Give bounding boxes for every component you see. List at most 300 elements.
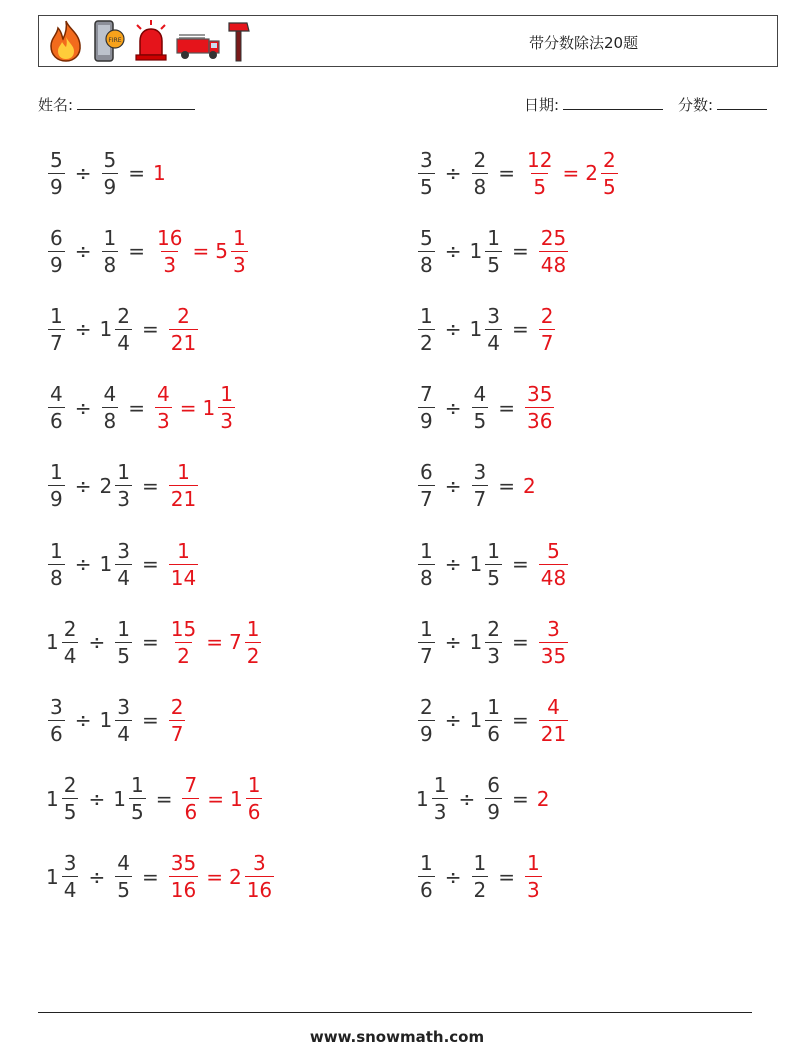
fraction xyxy=(539,225,568,277)
answer xyxy=(153,225,186,277)
mixed-number xyxy=(215,225,249,277)
fraction xyxy=(48,382,65,434)
divide-sign: ÷ xyxy=(444,239,462,264)
problem-item xyxy=(416,845,544,909)
numerator: 2 xyxy=(420,694,433,719)
mixed-number xyxy=(113,616,134,668)
fraction xyxy=(155,382,172,434)
answer xyxy=(167,538,200,590)
problem-item xyxy=(46,767,264,831)
mixed-number xyxy=(470,147,491,199)
mixed-number xyxy=(416,225,437,277)
divide-sign: ÷ xyxy=(74,395,92,420)
problem-item xyxy=(416,454,536,518)
denominator: 4 xyxy=(63,878,77,903)
mixed-number xyxy=(523,147,556,199)
name-field xyxy=(38,94,195,115)
denominator: 6 xyxy=(247,800,261,825)
denominator: 35 xyxy=(540,643,567,668)
score-blank[interactable] xyxy=(717,95,767,110)
mixed-number xyxy=(416,303,437,355)
numerator: 1 xyxy=(527,851,540,876)
mixed-number xyxy=(228,851,276,903)
fraction xyxy=(218,382,235,434)
equals-sign: = xyxy=(511,708,529,733)
answer xyxy=(167,460,200,512)
equals-sign: = xyxy=(498,161,515,185)
denominator: 4 xyxy=(117,721,130,746)
mixed-number xyxy=(99,694,134,746)
mixed-number xyxy=(416,147,437,199)
denominator: 16 xyxy=(246,878,273,903)
denominator: 7 xyxy=(50,330,63,355)
mixed-number xyxy=(537,225,570,277)
fraction xyxy=(485,616,502,668)
denominator: 5 xyxy=(130,800,144,825)
numerator: 3 xyxy=(117,538,130,563)
fraction xyxy=(48,694,65,746)
numerator: 16 xyxy=(157,225,183,250)
denominator: 4 xyxy=(487,330,500,355)
denominator: 8 xyxy=(420,565,433,590)
mixed-number xyxy=(113,851,134,903)
fraction xyxy=(539,616,568,668)
mixed-number xyxy=(46,773,80,825)
equals-sign: = xyxy=(128,161,145,185)
denominator: 3 xyxy=(527,878,540,903)
answer xyxy=(537,225,570,277)
answer xyxy=(537,787,550,811)
fraction xyxy=(245,616,262,668)
mixed-number xyxy=(470,851,491,903)
denominator: 2 xyxy=(420,330,433,355)
denominator: 2 xyxy=(473,878,487,903)
fire-truck-icon xyxy=(175,19,221,63)
name-label: 姓名: xyxy=(38,96,74,114)
siren-icon xyxy=(131,19,171,63)
score-label: 分数: xyxy=(678,96,714,114)
denominator: 5 xyxy=(602,174,616,199)
denominator: 9 xyxy=(487,800,500,825)
fraction xyxy=(62,773,79,825)
fraction xyxy=(115,694,132,746)
date-label: 日期: xyxy=(524,96,560,114)
answer xyxy=(229,773,264,825)
mixed-number xyxy=(46,616,80,668)
mixed-number xyxy=(46,694,67,746)
name-blank[interactable] xyxy=(77,95,195,110)
numerator: 2 xyxy=(473,147,487,172)
fraction xyxy=(102,382,119,434)
answer-equals-sign: = xyxy=(207,786,224,811)
page-title: 带分数除法20题 xyxy=(529,34,639,52)
mixed-number xyxy=(537,303,558,355)
numerator: 1 xyxy=(50,460,63,485)
divide-sign: ÷ xyxy=(88,864,106,889)
problem-item xyxy=(46,297,200,361)
numerator: 2 xyxy=(602,147,616,172)
fraction xyxy=(102,225,119,277)
fraction xyxy=(155,225,184,277)
denominator: 3 xyxy=(487,643,500,668)
denominator: 5 xyxy=(420,174,433,199)
header-icons xyxy=(45,18,253,64)
mixed-number xyxy=(167,303,200,355)
whole-part: 1 xyxy=(202,395,216,420)
answer xyxy=(167,303,200,355)
denominator: 21 xyxy=(170,330,197,355)
equals-sign: = xyxy=(498,473,515,498)
problem-item xyxy=(46,688,187,752)
fraction xyxy=(485,694,502,746)
denominator: 3 xyxy=(220,409,233,434)
answer xyxy=(537,303,558,355)
answer-equals-sign: = xyxy=(179,395,197,420)
whole-part: 1 xyxy=(469,630,483,655)
numerator: 3 xyxy=(487,303,500,328)
fraction xyxy=(115,616,132,668)
equals-sign: = xyxy=(141,864,159,889)
divide-sign: ÷ xyxy=(74,708,92,733)
fraction xyxy=(472,851,489,903)
mixed-number xyxy=(469,225,504,277)
denominator: 2 xyxy=(246,643,260,668)
numerator: 4 xyxy=(117,851,130,876)
answer xyxy=(215,225,249,277)
flame-icon xyxy=(45,19,87,63)
mixed-number xyxy=(99,303,134,355)
numerator: 2 xyxy=(63,773,77,798)
fraction xyxy=(418,694,435,746)
fraction xyxy=(246,773,263,825)
divide-sign: ÷ xyxy=(458,786,476,811)
fraction xyxy=(48,460,65,512)
fraction xyxy=(418,851,435,903)
numerator: 1 xyxy=(487,225,500,250)
fraction xyxy=(231,225,248,277)
mixed-number xyxy=(416,851,437,903)
mixed-number xyxy=(100,225,121,277)
mixed-number xyxy=(537,616,570,668)
denominator: 9 xyxy=(420,409,433,434)
fraction xyxy=(169,616,198,668)
mixed-number xyxy=(167,694,188,746)
denominator: 3 xyxy=(433,800,447,825)
denominator: 4 xyxy=(63,643,77,668)
answer xyxy=(167,616,200,668)
integer-value: 2 xyxy=(523,473,536,498)
answer xyxy=(537,538,570,590)
numerator: 4 xyxy=(157,382,170,407)
denominator: 21 xyxy=(540,721,567,746)
denominator: 3 xyxy=(117,487,130,512)
denominator: 8 xyxy=(103,409,117,434)
answer xyxy=(523,851,544,903)
mixed-number xyxy=(46,147,67,199)
equals-sign: = xyxy=(141,630,159,655)
mixed-number xyxy=(469,694,504,746)
equals-sign: = xyxy=(155,786,173,811)
numerator: 1 xyxy=(247,773,261,798)
fraction xyxy=(418,538,435,590)
fraction xyxy=(129,773,146,825)
divide-sign: ÷ xyxy=(444,708,462,733)
fraction xyxy=(62,616,79,668)
mixed-number xyxy=(153,225,186,277)
numerator: 1 xyxy=(177,538,190,563)
fraction xyxy=(245,851,274,903)
denominator: 48 xyxy=(540,565,567,590)
denominator: 4 xyxy=(117,565,130,590)
equals-sign: = xyxy=(511,239,529,264)
fraction xyxy=(169,460,198,512)
numerator: 6 xyxy=(50,225,63,250)
problem-item xyxy=(46,376,237,440)
fraction xyxy=(418,382,435,434)
whole-part: 1 xyxy=(469,317,483,342)
problem-item xyxy=(416,219,570,283)
mixed-number xyxy=(46,538,67,590)
divide-sign: ÷ xyxy=(74,239,92,264)
denominator: 5 xyxy=(63,800,77,825)
fraction xyxy=(418,147,435,199)
numerator: 1 xyxy=(103,225,117,250)
numerator: 2 xyxy=(540,303,554,328)
denominator: 6 xyxy=(487,721,500,746)
fraction xyxy=(472,147,489,199)
denominator: 5 xyxy=(117,643,130,668)
denominator: 8 xyxy=(103,252,117,277)
numerator: 2 xyxy=(177,303,190,328)
denominator: 5 xyxy=(117,878,130,903)
numerator: 1 xyxy=(50,303,63,328)
mixed-number xyxy=(46,303,67,355)
fraction xyxy=(48,225,65,277)
numerator: 3 xyxy=(547,616,560,641)
denominator: 3 xyxy=(163,252,177,277)
denominator: 6 xyxy=(184,800,198,825)
denominator: 5 xyxy=(487,565,500,590)
fraction xyxy=(472,460,489,512)
header-box xyxy=(38,15,778,67)
whole-part: 2 xyxy=(99,473,113,498)
numerator: 1 xyxy=(487,538,500,563)
score-field xyxy=(678,94,767,115)
numerator: 12 xyxy=(527,147,553,172)
numerator: 2 xyxy=(487,616,500,641)
fraction xyxy=(485,225,502,277)
denominator: 9 xyxy=(50,174,63,199)
numerator: 1 xyxy=(420,616,433,641)
divide-sign: ÷ xyxy=(74,317,92,342)
fraction xyxy=(432,773,449,825)
answer xyxy=(228,616,263,668)
denominator: 7 xyxy=(473,487,487,512)
divide-sign: ÷ xyxy=(88,630,106,655)
mixed-number xyxy=(46,382,67,434)
fraction xyxy=(169,694,186,746)
integer-value: 1 xyxy=(153,161,166,185)
mixed-number xyxy=(167,616,200,668)
fraction xyxy=(48,147,65,199)
answer xyxy=(523,474,536,498)
fraction xyxy=(485,303,502,355)
answer xyxy=(153,382,174,434)
fraction xyxy=(418,460,435,512)
mixed-number xyxy=(483,773,504,825)
mixed-number xyxy=(416,460,437,512)
date-field xyxy=(524,94,663,115)
problem-item xyxy=(416,376,556,440)
equals-sign: = xyxy=(141,473,159,498)
whole-part: 1 xyxy=(46,786,59,811)
whole-part: 1 xyxy=(99,317,113,342)
equals-sign: = xyxy=(511,630,529,655)
fraction xyxy=(169,303,198,355)
fraction xyxy=(115,460,132,512)
answer xyxy=(523,382,556,434)
numerator: 1 xyxy=(433,773,447,798)
fraction xyxy=(485,538,502,590)
whole-part: 1 xyxy=(469,708,483,733)
mixed-number xyxy=(416,382,437,434)
footer-divider xyxy=(38,1012,752,1013)
denominator: 5 xyxy=(487,252,500,277)
answer xyxy=(153,161,166,185)
numerator: 1 xyxy=(420,538,433,563)
whole-part: 1 xyxy=(416,786,429,811)
mixed-number xyxy=(537,694,570,746)
numerator: 1 xyxy=(50,538,63,563)
problem-item xyxy=(416,297,557,361)
fraction xyxy=(601,147,618,199)
numerator: 1 xyxy=(117,616,130,641)
divide-sign: ÷ xyxy=(444,473,462,498)
fraction xyxy=(102,147,119,199)
numerator: 2 xyxy=(170,694,184,719)
answer-equals-sign: = xyxy=(562,161,580,185)
whole-part: 1 xyxy=(229,786,243,811)
numerator: 4 xyxy=(103,382,117,407)
fraction xyxy=(525,382,554,434)
mixed-number xyxy=(585,147,619,199)
fraction xyxy=(62,851,79,903)
mixed-number xyxy=(228,616,263,668)
denominator: 8 xyxy=(473,174,487,199)
numerator: 3 xyxy=(473,460,487,485)
answer xyxy=(585,147,619,199)
equals-sign: = xyxy=(141,552,159,576)
equals-sign: = xyxy=(141,708,159,733)
numerator: 3 xyxy=(420,147,433,172)
fraction xyxy=(525,147,554,199)
denominator: 6 xyxy=(420,878,433,903)
mixed-number xyxy=(167,851,200,903)
numerator: 1 xyxy=(420,851,433,876)
answer xyxy=(167,851,200,903)
problem-item xyxy=(46,845,276,909)
mixed-number xyxy=(180,773,201,825)
mixed-number xyxy=(202,382,237,434)
whole-part: 1 xyxy=(469,552,483,576)
mixed-number xyxy=(469,303,504,355)
mixed-number xyxy=(523,382,556,434)
problem-item xyxy=(416,141,620,205)
numerator: 4 xyxy=(473,382,487,407)
whole-part: 2 xyxy=(228,864,242,889)
numerator: 4 xyxy=(50,382,63,407)
divide-sign: ÷ xyxy=(444,317,462,342)
mixed-number xyxy=(100,382,121,434)
denominator: 36 xyxy=(527,409,553,434)
date-blank[interactable] xyxy=(563,95,663,110)
fraction xyxy=(485,773,502,825)
whole-part: 2 xyxy=(585,161,598,185)
numerator: 1 xyxy=(232,225,246,250)
denominator: 7 xyxy=(540,330,554,355)
denominator: 21 xyxy=(170,487,197,512)
denominator: 14 xyxy=(170,565,197,590)
whole-part: 1 xyxy=(46,864,59,889)
fraction xyxy=(539,303,556,355)
whole-part: 1 xyxy=(113,786,126,811)
equals-sign: = xyxy=(128,239,145,264)
numerator: 3 xyxy=(253,851,266,876)
fraction xyxy=(48,303,65,355)
equals-sign: = xyxy=(498,395,515,420)
numerator: 3 xyxy=(50,694,63,719)
problem-item xyxy=(46,610,263,674)
equals-sign: = xyxy=(141,317,159,342)
divide-sign: ÷ xyxy=(444,864,462,889)
denominator: 6 xyxy=(50,409,63,434)
fraction xyxy=(539,538,568,590)
divide-sign: ÷ xyxy=(74,552,92,576)
problem-item xyxy=(46,141,166,205)
numerator: 7 xyxy=(184,773,198,798)
denominator: 9 xyxy=(103,174,117,199)
numerator: 5 xyxy=(547,538,560,563)
divide-sign: ÷ xyxy=(74,161,92,185)
denominator: 16 xyxy=(170,878,197,903)
mixed-number xyxy=(167,538,200,590)
whole-part: 5 xyxy=(215,239,228,264)
numerator: 1 xyxy=(246,616,260,641)
equals-sign: = xyxy=(128,395,145,420)
denominator: 9 xyxy=(420,721,433,746)
equals-sign: = xyxy=(511,786,529,811)
fraction xyxy=(115,538,132,590)
answer xyxy=(523,147,556,199)
fraction xyxy=(115,851,132,903)
denominator: 8 xyxy=(50,565,63,590)
numerator: 1 xyxy=(130,773,144,798)
problem-item xyxy=(416,532,570,596)
numerator: 1 xyxy=(220,382,233,407)
footer-url: www.snowmath.com xyxy=(309,1028,485,1046)
fraction xyxy=(539,694,568,746)
numerator: 1 xyxy=(420,303,433,328)
numerator: 1 xyxy=(177,460,190,485)
denominator: 48 xyxy=(540,252,567,277)
mixed-number xyxy=(416,694,437,746)
whole-part: 1 xyxy=(469,239,483,264)
mixed-number xyxy=(100,147,121,199)
fraction xyxy=(48,538,65,590)
numerator: 1 xyxy=(473,851,487,876)
divide-sign: ÷ xyxy=(74,473,92,498)
numerator: 35 xyxy=(527,382,553,407)
